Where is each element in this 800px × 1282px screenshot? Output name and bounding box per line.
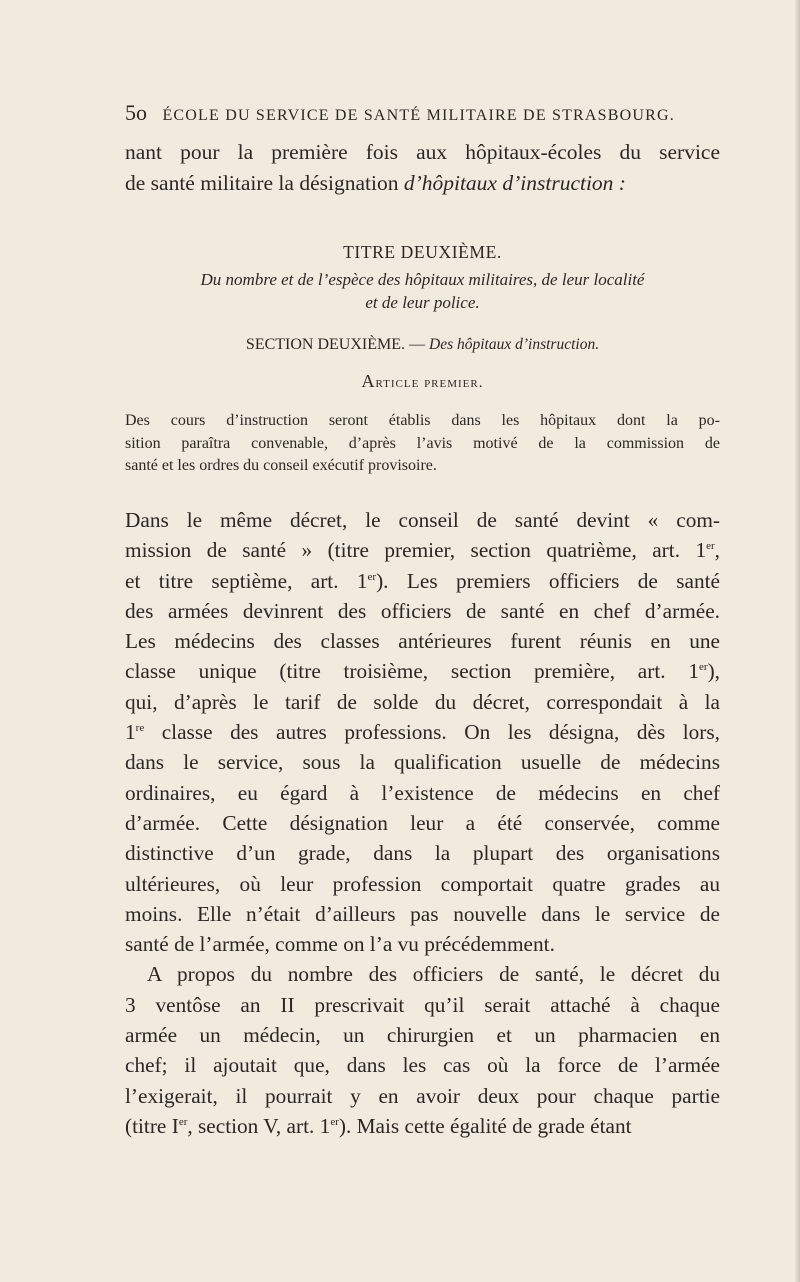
titre-heading: TITRE DEUXIÈME. bbox=[343, 242, 502, 262]
text-line: l’exigerait, il pourrait y en avoir deux pour chaque partie bbox=[125, 1083, 720, 1108]
text-line: distinctive d’un grade, dans la plupart des organisations bbox=[125, 841, 720, 866]
text-line: A propos du nombre des officiers de santé, le décret du bbox=[147, 962, 720, 987]
superscript: er bbox=[367, 570, 377, 583]
text-line: nant pour la première fois aux hôpitaux-écoles du service bbox=[125, 140, 720, 164]
text-line: Dans le même décret, le conseil de santé devint « com- bbox=[125, 508, 720, 532]
article-initial: A bbox=[361, 371, 376, 391]
superscript: er bbox=[178, 1115, 188, 1128]
section-heading bbox=[125, 336, 720, 354]
subtitle-line: et de leur police. bbox=[365, 293, 480, 312]
text-line: 3 ventôse an II prescrivait qu’il serait attaché à chaque bbox=[125, 992, 720, 1017]
subtitle-line: Du nombre et de l’espèce des hôpitaux militaires, de leur localité bbox=[200, 270, 645, 289]
text-line: (titre Ier, section V, art. 1er). Mais cette égalité de grade étant bbox=[125, 1113, 632, 1138]
text-line: ordinaires, eu égard à l’existence de médecins en chef bbox=[125, 780, 720, 805]
quote-line: sition paraîtra convenable, d’après l’avis motivé de la commission de bbox=[125, 434, 720, 452]
page-number: 5o bbox=[125, 100, 147, 125]
text-line: des armées devinrent des officiers de santé en chef d’armée. bbox=[125, 598, 720, 623]
superscript: er bbox=[699, 661, 708, 674]
superscript: er bbox=[706, 540, 715, 553]
text-line: santé de l’armée, comme on l’a vu précédemment. bbox=[125, 932, 555, 957]
text-line: qui, d’après le tarif de solde du décret, correspondait à la bbox=[125, 689, 720, 714]
running-header bbox=[125, 100, 725, 126]
intro-paragraph bbox=[125, 137, 720, 199]
superscript: er bbox=[330, 1115, 339, 1128]
text-line: et titre septième, art. 1er). Les premiers officiers de santé bbox=[125, 568, 720, 593]
text-line: d’armée. Cette désignation leur a été conservée, comme bbox=[125, 810, 720, 835]
section-title: Des hôpitaux d’instruction. bbox=[429, 336, 600, 353]
text-line: chef; il ajoutait que, dans les cas où la force de l’armée bbox=[125, 1053, 720, 1078]
text-line: 1re classe des autres professions. On les désigna, dès lors, bbox=[125, 720, 720, 745]
text-line: Les médecins des classes antérieures furent réunis en une bbox=[125, 629, 720, 654]
body-text bbox=[125, 505, 720, 1141]
quoted-decree bbox=[125, 410, 720, 478]
article-heading bbox=[125, 371, 720, 392]
text-line: de santé militaire la désignation d’hôpitaux d’instruction : bbox=[125, 171, 626, 195]
text-line: moins. Elle n’était d’ailleurs pas nouvelle dans le service de bbox=[125, 901, 720, 926]
quote-line: Des cours d’instruction seront établis dans les hôpitaux dont la po- bbox=[125, 412, 720, 429]
text-line: ultérieures, où leur profession comportait quatre grades au bbox=[125, 871, 720, 896]
article-label: rticle premier. bbox=[375, 375, 484, 391]
text-line: classe unique (titre troisième, section première, art. 1er), bbox=[125, 659, 720, 684]
text-line: dans le service, sous la qualification usuelle de médecins bbox=[125, 750, 720, 775]
italic-phrase: d’hôpitaux d’instruction : bbox=[403, 171, 626, 195]
page-edge-shadow bbox=[794, 0, 800, 1282]
quote-line: santé et les ordres du conseil exécutif provisoire. bbox=[125, 457, 437, 474]
titre-subtitle bbox=[125, 268, 720, 314]
text-line: armée un médecin, un chirurgien et un pharmacien en bbox=[125, 1023, 720, 1048]
section-label: SECTION DEUXIÈME. — bbox=[245, 336, 430, 353]
text-line: mission de santé » (titre premier, section quatrième, art. 1er, bbox=[125, 538, 720, 563]
running-title: ÉCOLE DU SERVICE DE SANTÉ MILITAIRE DE STRASBOURG. bbox=[162, 107, 675, 124]
superscript: re bbox=[135, 721, 145, 734]
